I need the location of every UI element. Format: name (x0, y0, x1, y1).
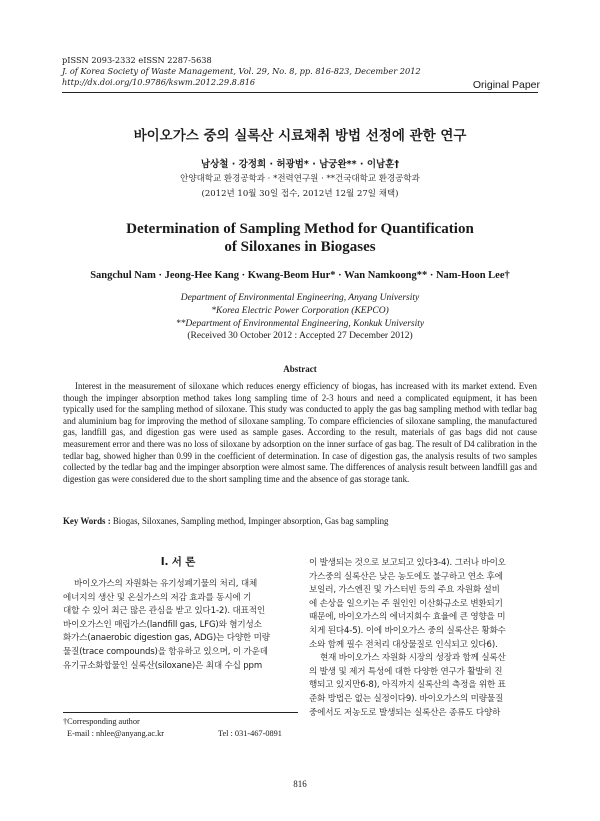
paragraph-line: 바이오가스인 매립가스(landfill gas, LFG)와 혐기성소 (63, 619, 262, 630)
paragraph-line: 에 손상을 일으키는 주 원인인 이산화규소로 변환되기 (309, 598, 503, 609)
korean-dates: (2012년 10월 30일 접수, 2012년 12월 27일 채택) (201, 189, 399, 199)
keywords-label: Key Words : (63, 516, 111, 526)
paragraph-line: 물질(trace compounds)을 함유하고 있으며, 이 가운데 (63, 646, 268, 657)
english-affiliation-3: **Department of Environmental Engineering, Konkuk University (175, 319, 425, 329)
right-column (309, 557, 539, 720)
paragraph-line: 준화 방법은 없는 실정이다9). 바이오가스의 미량물질 (309, 693, 504, 704)
paragraph-line: 바이오가스의 자원화는 유기성폐기물의 처리, 대체 (74, 579, 258, 589)
abstract-text: Interest in the measurement of siloxane which reduces energy efficiency of biogas, has increased with its market extend. Even though the impinger absorption method takes long sampling time of 2-3 hours and need a complicated equipment, it has been typically used for the sampling method of siloxane. This study was conducted to apply the gas bag sampling method with tedlar bag and aluminium bag for improving the method of siloxane sampling. To compare efficiencies of siloxane sampling, the manufactured gas, landfill gas, and digestion gas were used as sample gases. According to the result, materials of gas bags did not cause measurement error and there was no loss of siloxane by adsorption on the inner surface of gas bag. The result of D4 calibration in the tedlar bag, showed higher than 0.99 in the coefficient of determination. In case of digestion gas, the analysis results of two samples collected by the tedlar bag and the impinger absorption were almost same. The differences of analysis result between landfill gas and digestion gas were considered due to the short sampling time and the absence of gas storage tank. (63, 381, 537, 484)
paragraph-line: 이 발생되는 것으로 보고되고 있다3-4). 그러나 바이오 (309, 558, 506, 568)
english-authors: Sangchul Nam · Jeong-Hee Kang · Kwang-Beom Hur* · Wan Namkoong** · Nam-Hoon Lee† (90, 270, 510, 281)
doi-link[interactable]: http://dx.doi.org/10.9786/kswm.2012.29.8.816 (62, 77, 256, 87)
english-title-line1: Determination of Sampling Method for Quantification (126, 221, 474, 237)
page-number: 816 (293, 779, 307, 789)
section-heading: I. 서 론 (160, 556, 196, 568)
korean-authors: 남상철 · 강정희 · 허광범* · 남궁완** · 이남훈† (200, 159, 400, 170)
footnote-rule (63, 712, 298, 713)
issn-line: pISSN 2093-2332 eISSN 2287-5638 (62, 55, 212, 65)
paragraph-line: 가스중의 실록산은 낮은 농도에도 불구하고 연소 후에 (309, 571, 503, 582)
abstract-heading: Abstract (283, 364, 317, 374)
paragraph-line: 때문에, 바이오가스의 에너지회수 효율에 큰 영향을 미 (309, 612, 506, 623)
korean-affiliations: 안양대학교 환경공학과 · *전력연구원 · **건국대학교 환경공학과 (180, 174, 420, 184)
paragraph-line: 유기규소화합물인 실록산(siloxane)은 최대 수십 ppm (63, 660, 263, 671)
paragraph-line: 대할 수 있어 최근 많은 관심을 받고 있다1-2). 대표적인 (63, 606, 265, 617)
english-title-line2: of Siloxanes in Biogases (224, 239, 376, 255)
english-title (0, 220, 600, 256)
keywords-line (63, 516, 388, 526)
paper-type-label: Original Paper (472, 79, 540, 91)
author-email[interactable]: E-mail : nhlee@anyang.ac.kr (67, 729, 165, 738)
english-dates: (Received 30 October 2012 : Accepted 27 December 2012) (187, 331, 413, 341)
keywords-list: Biogas, Siloxanes, Sampling method, Impinger absorption, Gas bag sampling (112, 516, 389, 526)
korean-title: 바이오가스 중의 실록산 시료채취 방법 선정에 관한 연구 (133, 128, 467, 144)
corresponding-author-note: †Corresponding author (63, 717, 140, 726)
paragraph-line: 중에서도 저농도로 발생되는 실록산은 종류도 다양하 (309, 707, 501, 718)
author-tel: Tel : 031-467-0891 (218, 729, 282, 738)
paragraph-line: 행되고 있지만6-8), 아직까지 실록산의 측정을 위한 표 (309, 680, 506, 691)
paragraph-line: 화가스(anaerobic digestion gas, ADG)는 다양한 미량 (63, 633, 270, 644)
paragraph-line: 현재 바이오가스 자원화 시장의 성장과 함께 실록산 (320, 653, 506, 664)
english-affiliation-1: Department of Environmental Engineering, Anyang University (180, 293, 420, 303)
paragraph-line: 에너지의 생산 및 온실가스의 저감 효과를 동시에 기 (63, 592, 252, 603)
left-column (63, 578, 298, 673)
paragraph-line: 의 발생 및 제거 특성에 대한 다양한 연구가 활발히 진 (309, 666, 503, 677)
journal-citation: J. of Korea Society of Waste Management, Vol. 29, No. 8, pp. 816-823, December 2012 (62, 66, 421, 76)
paragraph-line: 소와 함께 필수 전처리 대상물질로 인식되고 있다6). (309, 639, 498, 650)
english-affiliation-2: *Korea Electric Power Corporation (KEPCO) (211, 306, 389, 316)
paragraph-line: 보일러, 가스엔진 및 가스터빈 등의 주요 자원화 설비 (309, 585, 500, 596)
paragraph-line: 치게 된다4-5). 이에 바이오가스 중의 실록산은 황화수 (309, 625, 506, 636)
header-rule (62, 92, 538, 93)
footnote-contact (63, 728, 298, 739)
